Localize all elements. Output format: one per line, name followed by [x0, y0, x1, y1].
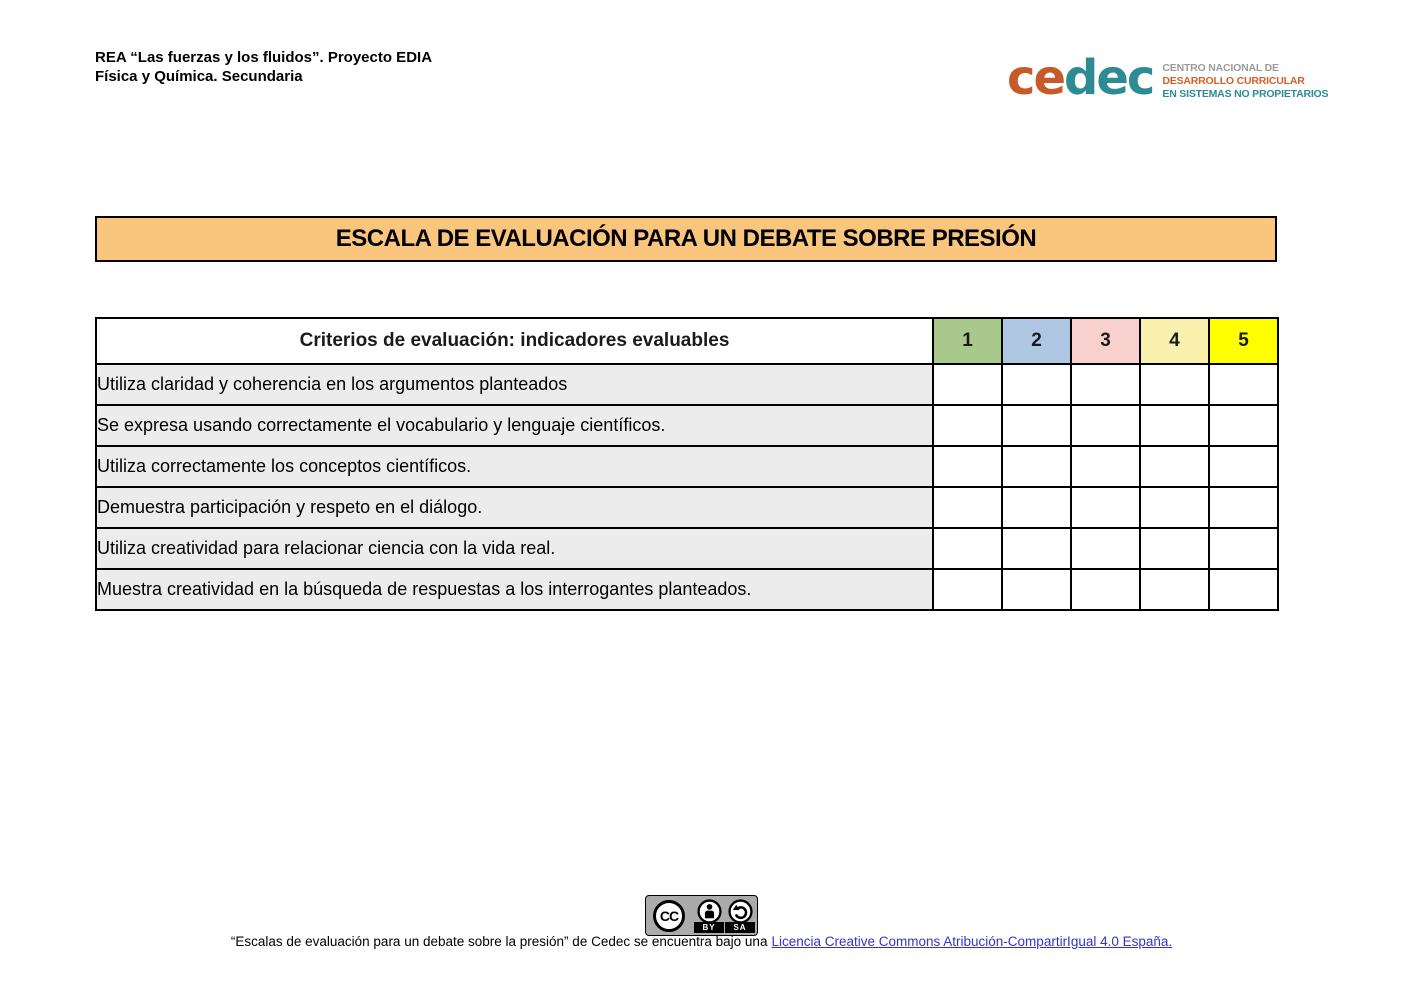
cedec-logo-ce: ce — [1007, 50, 1065, 106]
cedec-logo-dec: dec — [1064, 50, 1154, 106]
score-cell — [1140, 364, 1209, 405]
score-cell — [1140, 528, 1209, 569]
criterion-text: Se expresa usando correctamente el vocabulario y lenguaje científicos. — [96, 405, 933, 446]
score-cell — [933, 487, 1002, 528]
score-cell — [1209, 405, 1278, 446]
score-cell — [933, 446, 1002, 487]
document-header-line2: Física y Química. Secundaria — [95, 68, 303, 85]
score-header-5: 5 — [1209, 318, 1278, 364]
document-header-line1: REA “Las fuerzas y los fluidos”. Proyecto EDIA — [95, 49, 433, 66]
score-cell — [933, 569, 1002, 610]
score-cell — [933, 405, 1002, 446]
score-cell — [1140, 446, 1209, 487]
criterion-text: Muestra creatividad en la búsqueda de respuestas a los interrogantes planteados. — [96, 569, 933, 610]
cedec-tagline-1: CENTRO NACIONAL DE — [1162, 62, 1279, 74]
score-header-4: 4 — [1140, 318, 1209, 364]
table-header-row — [96, 318, 1278, 364]
criteria-header: Criterios de evaluación: indicadores evaluables — [96, 318, 933, 364]
title-bar — [95, 216, 1277, 262]
license-link[interactable]: Licencia Creative Commons Atribución-CompartirIgual 4.0 España. — [771, 934, 1173, 949]
table-row — [96, 487, 1278, 528]
score-cell — [1209, 364, 1278, 405]
score-cell — [1209, 487, 1278, 528]
score-cell — [1071, 405, 1140, 446]
criterion-text: Demuestra participación y respeto en el diálogo. — [96, 487, 933, 528]
score-cell — [1140, 487, 1209, 528]
score-cell — [1002, 569, 1071, 610]
by-person-icon — [697, 899, 722, 924]
table-row — [96, 569, 1278, 610]
page-title: ESCALA DE EVALUACIÓN PARA UN DEBATE SOBRE PRESIÓN — [335, 225, 1037, 252]
cc-icon: CC — [653, 900, 685, 932]
cedec-tagline-2: DESARROLLO CURRICULAR — [1162, 75, 1305, 87]
score-cell — [1071, 569, 1140, 610]
table-row — [96, 364, 1278, 405]
score-cell — [1209, 569, 1278, 610]
sa-arrow-icon — [728, 899, 753, 924]
score-cell — [1209, 446, 1278, 487]
cedec-logo — [1007, 52, 1328, 104]
score-cell — [1071, 528, 1140, 569]
score-header-1: 1 — [933, 318, 1002, 364]
criterion-text: Utiliza creatividad para relacionar ciencia con la vida real. — [96, 528, 933, 569]
score-cell — [1071, 446, 1140, 487]
cc-by-sa-badge[interactable] — [645, 895, 758, 936]
score-cell — [1002, 528, 1071, 569]
score-cell — [1002, 446, 1071, 487]
score-cell — [1002, 487, 1071, 528]
score-cell — [1002, 405, 1071, 446]
sa-label: SA — [725, 922, 755, 933]
score-cell — [1209, 528, 1278, 569]
evaluation-table — [95, 317, 1279, 611]
license-text: “Escalas de evaluación para un debate sobre la presión” de Cedec se encuentra bajo una — [230, 934, 768, 949]
score-cell — [1071, 364, 1140, 405]
score-cell — [1140, 405, 1209, 446]
table-row — [96, 528, 1278, 569]
score-cell — [933, 364, 1002, 405]
cedec-tagline-3: EN SISTEMAS NO PROPIETARIOS — [1162, 88, 1329, 100]
score-header-2: 2 — [1002, 318, 1071, 364]
criterion-text: Utiliza correctamente los conceptos científicos. — [96, 446, 933, 487]
score-header-3: 3 — [1071, 318, 1140, 364]
by-label: BY — [694, 922, 724, 933]
criterion-text: Utiliza claridad y coherencia en los argumentos planteados — [96, 364, 933, 405]
cedec-logo-wordmark — [1007, 52, 1153, 104]
license-line — [0, 934, 1403, 949]
score-cell — [1002, 364, 1071, 405]
score-cell — [1140, 569, 1209, 610]
cedec-logo-taglines — [1162, 62, 1328, 101]
table-row — [96, 446, 1278, 487]
score-cell — [1071, 487, 1140, 528]
score-cell — [933, 528, 1002, 569]
document-header — [95, 48, 432, 86]
table-row — [96, 405, 1278, 446]
